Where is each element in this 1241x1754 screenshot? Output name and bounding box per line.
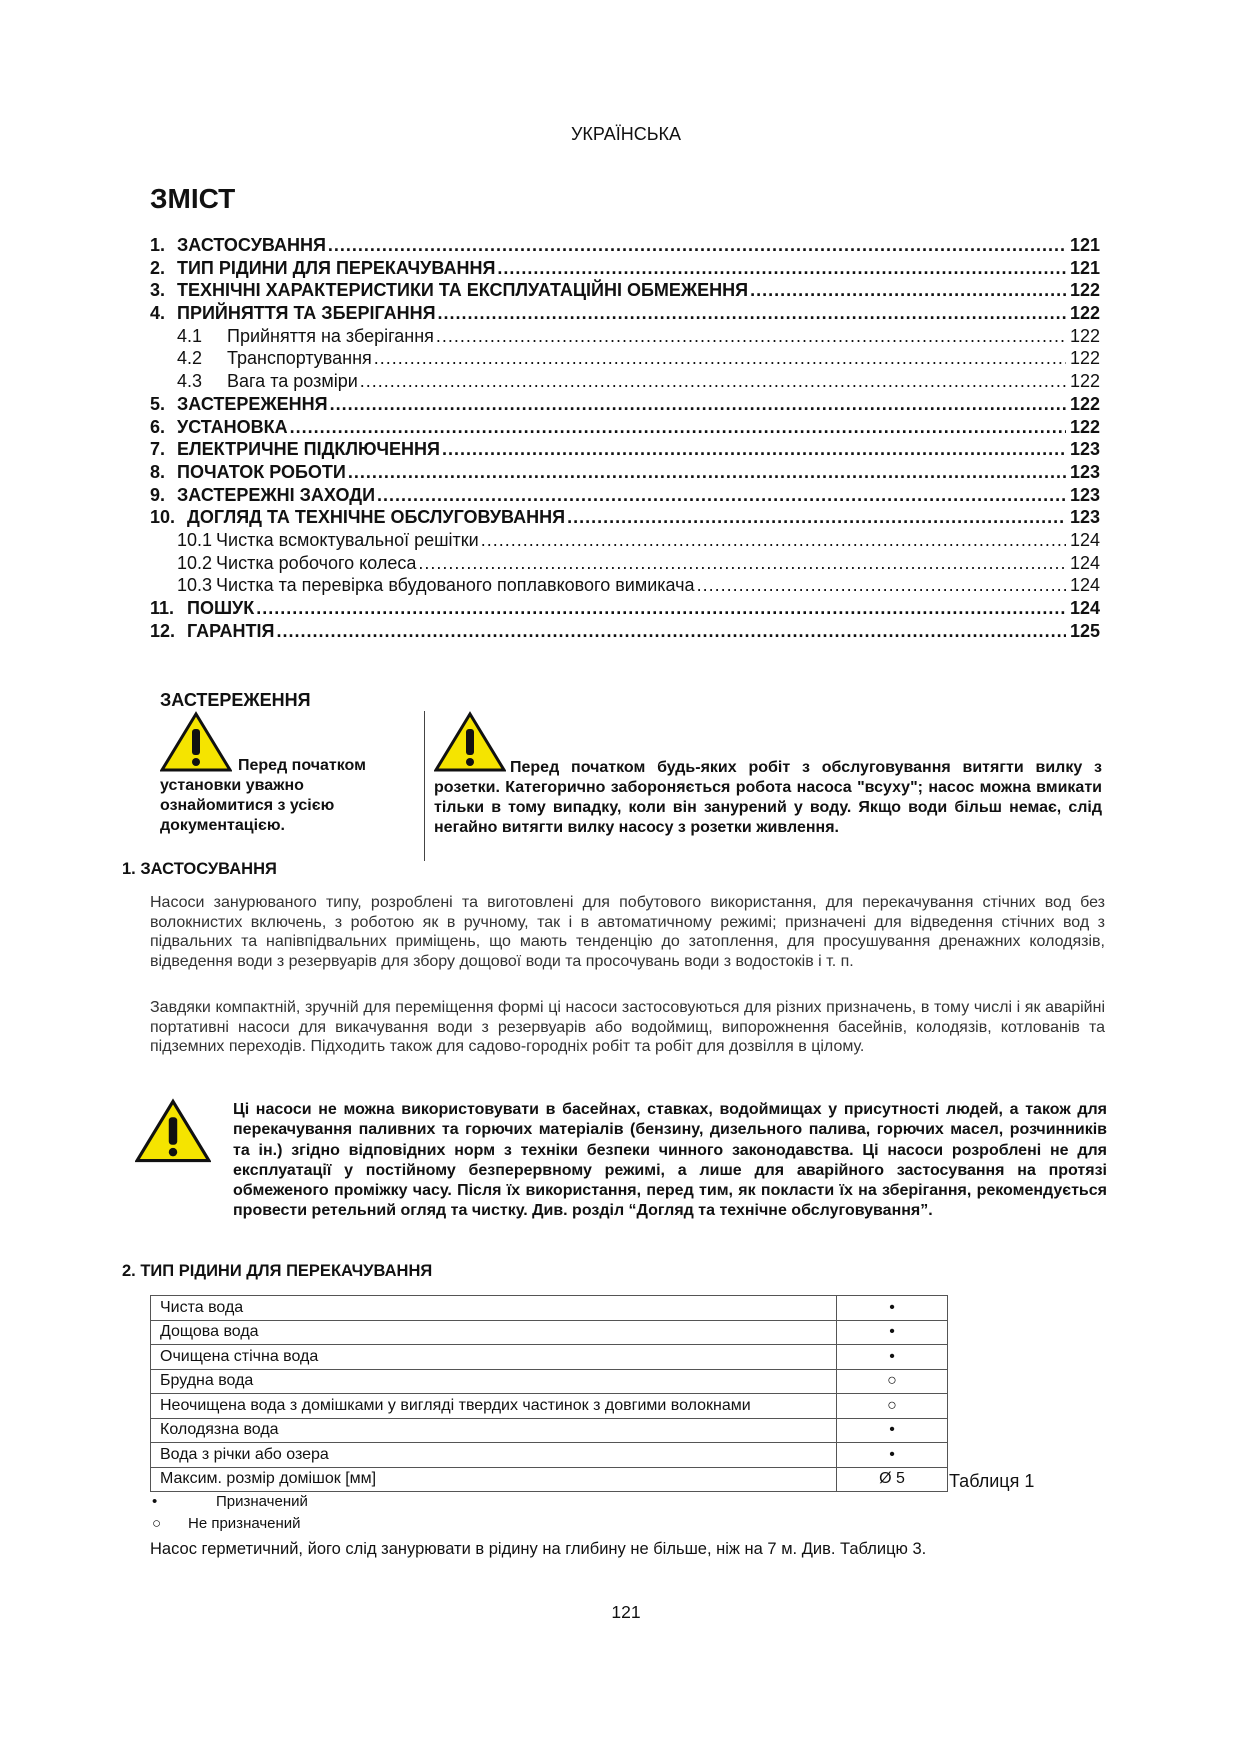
toc-leader-dots [377, 484, 1066, 507]
table-row [151, 1467, 948, 1492]
toc-item-label: УСТАНОВКА [177, 416, 288, 437]
warnings-heading: ЗАСТЕРЕЖЕННЯ [160, 690, 311, 710]
toc-leader-dots [481, 529, 1066, 552]
toc-leader-dots [360, 370, 1066, 393]
toc-item-number: 4. [150, 303, 166, 324]
suitability-mark: • [837, 1345, 948, 1370]
toc-item-number: 5. [150, 393, 166, 414]
toc-item-label: Чистка робочого колеса [216, 552, 417, 573]
toc-item[interactable] [150, 234, 1100, 257]
toc-item[interactable] [150, 461, 1100, 484]
table-row [151, 1345, 948, 1370]
toc-item-number: 4.3 [177, 371, 203, 392]
column-divider [424, 711, 425, 861]
toc-item-page: 123 [1069, 461, 1100, 482]
toc-item[interactable] [150, 325, 1100, 348]
section-2-heading: 2. ТИП РІДИНИ ДЛЯ ПЕРЕКАЧУВАННЯ [122, 1262, 433, 1280]
toc-item-page: 124 [1069, 598, 1100, 618]
toc-item-number: 1. [150, 235, 166, 255]
toc-item[interactable] [150, 257, 1100, 280]
toc-item-label: ТЕХНІЧНІ ХАРАКТЕРИСТИКИ ТА ЕКСПЛУАТАЦІЙНІ ОБМЕЖЕННЯ [177, 280, 749, 301]
toc-item-label: Чистка та перевірка вбудованого поплавкового вимикача [216, 575, 695, 596]
toc-item-number: 2. [150, 257, 166, 278]
toc-leader-dots [276, 620, 1066, 643]
suitability-mark: • [837, 1320, 948, 1345]
toc-leader-dots [497, 257, 1066, 280]
toc-item-number: 4.2 [177, 348, 203, 369]
toc-leader-dots [697, 574, 1066, 597]
toc-item[interactable] [150, 438, 1100, 461]
toc-item-page: 124 [1069, 575, 1100, 596]
toc-item[interactable] [150, 370, 1100, 393]
toc-item-label: Транспортування [227, 348, 372, 369]
table-row [151, 1320, 948, 1345]
toc-leader-dots [256, 597, 1066, 620]
toc-item-page: 121 [1069, 257, 1100, 278]
toc-item[interactable] [150, 552, 1100, 575]
page-number: 121 [611, 1602, 641, 1622]
toc-item[interactable] [150, 574, 1100, 597]
toc-item-number: 8. [150, 461, 166, 482]
toc-item-label: ДОГЛЯД ТА ТЕХНІЧНЕ ОБСЛУГОВУВАННЯ [187, 507, 566, 528]
toc-item-page: 121 [1069, 235, 1100, 255]
toc-item-label: ПОШУК [187, 598, 255, 618]
toc-item-page: 125 [1069, 620, 1100, 641]
toc-item-number: 9. [150, 484, 166, 505]
toc-item-number: 11. [150, 598, 175, 618]
section-1-warning: Ці насоси не можна використовувати в басейнах, ставках, водоймищах у присутності людей, а також для перекачування паливних та горючих матеріалів (бензину, дизельного палива, горючих масел, розчинників та ін.) згідно відповідних норм з техніки безпеки чинного законодавства. Ці насоси розроблені не для експлуатації у постійному безперервному режимі, а лише для аварійного застосування на протязі обмеженого проміжку часу. Після їх використання, перед тим, як покласти їх на зберігання, рекомендується провести ретельний огляд та чистку. Див. розділ “Догляд та технічне обслуговування”. [233, 1101, 1107, 1220]
suitability-mark: ○ [837, 1369, 948, 1394]
table-row [151, 1369, 948, 1394]
toc-item[interactable] [150, 620, 1100, 643]
legend-unsuitable: ○ Не призначений [152, 1515, 301, 1532]
toc-leader-dots [348, 461, 1066, 484]
toc-item[interactable] [150, 597, 1100, 620]
table-row [151, 1296, 948, 1321]
warning-left-text: Перед початком установки уважно ознайомитися з усією документацією. [160, 757, 366, 834]
toc-item-number: 12. [150, 620, 176, 641]
liquid-name: Максим. розмір домішок [мм] [151, 1467, 837, 1492]
toc-item-label: ЕЛЕКТРИЧНЕ ПІДКЛЮЧЕННЯ [177, 439, 440, 460]
toc-item[interactable] [150, 279, 1100, 302]
toc-item-page: 122 [1069, 325, 1100, 346]
liquid-name: Чиста вода [151, 1296, 837, 1321]
liquid-name: Неочищена вода з домішками у вигляді твердих частинок з довгими волокнами [151, 1394, 837, 1419]
section-1-paragraph-1: Насоси занурюваного типу, розроблені та виготовлені для побутового використання, для перекачування стічних вод без волокнистих включень, з роботою як в ручному, так і в автоматичному режимі; призначені для відведення стічних вод з підвальних та напівпідвальних приміщень, що мають тенденцію до затоплення, для просушування дренажних колодязів, відведення води з резервуарів для збору дощової води та просочувань води з водостоків і т. п. [150, 894, 1105, 970]
section-1-paragraph-2: Завдяки компактній, зручній для переміщення формі ці насоси застосовуються для різних призначень, в тому числі і як аварійні портативні насоси для викачування води з резервуарів або водоймищ, випорожнення басейнів, колодязів, котлованів та підземних переходів. Підходить також для садово-городніх робіт та робіт для дозвілля в цілому. [150, 999, 1105, 1056]
toc-item-page: 123 [1069, 439, 1100, 460]
toc-item-number: 10.1 [177, 529, 213, 550]
liquid-name: Брудна вода [151, 1369, 837, 1394]
toc-leader-dots [330, 393, 1066, 416]
toc-item-label: ЗАСТЕРЕЖЕННЯ [177, 393, 328, 414]
toc-item-number: 10. [150, 507, 176, 528]
toc-item[interactable] [150, 393, 1100, 416]
toc-item-label: ЗАСТОСУВАННЯ [177, 235, 326, 255]
toc-item-page: 122 [1069, 416, 1100, 437]
toc-item-page: 122 [1069, 348, 1100, 369]
toc-item-number: 3. [150, 280, 166, 301]
table-caption: Таблиця 1 [949, 1471, 1035, 1491]
toc-leader-dots [328, 234, 1066, 257]
toc-item-number: 7. [150, 439, 166, 460]
toc-item[interactable] [150, 529, 1100, 552]
liquid-name: Дощова вода [151, 1320, 837, 1345]
toc-item-page: 123 [1069, 484, 1100, 505]
toc-item-page: 124 [1069, 529, 1100, 550]
table-of-contents [150, 234, 1100, 642]
suitability-mark: ○ [837, 1394, 948, 1419]
toc-item-label: ТИП РІДИНИ ДЛЯ ПЕРЕКАЧУВАННЯ [177, 257, 496, 278]
toc-item-label: Прийняття на зберігання [227, 325, 434, 346]
toc-item-number: 10.3 [177, 575, 213, 596]
toc-leader-dots [442, 438, 1066, 461]
toc-item-number: 4.1 [177, 325, 203, 346]
toc-leader-dots [418, 552, 1066, 575]
language-header: УКРАЇНСЬКА [570, 124, 682, 144]
toc-item-page: 122 [1069, 371, 1100, 392]
toc-leader-dots [750, 279, 1066, 302]
toc-item[interactable] [150, 506, 1100, 529]
liquid-name: Вода з річки або озера [151, 1443, 837, 1468]
toc-item-label: ЗАСТЕРЕЖНІ ЗАХОДИ [177, 484, 375, 505]
warning-right-text: Перед початком будь-яких робіт з обслуговування витягти вилку з розетки. Категорично забороняється робота насоса "всуху"; насос можна вмикати тільки в тому випадку, коли він занурений у воду. Якщо води більш немає, слід негайно витягти вилку насосу з розетки живлення. [434, 759, 1102, 836]
toc-item-label: ПОЧАТОК РОБОТИ [177, 461, 346, 482]
toc-item[interactable] [150, 347, 1100, 370]
suitability-mark: • [837, 1296, 948, 1321]
warning-triangle-icon [135, 1098, 211, 1164]
toc-item[interactable] [150, 302, 1100, 325]
liquid-name: Очищена стічна вода [151, 1345, 837, 1370]
section-1-heading: 1. ЗАСТОСУВАННЯ [122, 860, 277, 878]
table-row [151, 1443, 948, 1468]
suitability-mark: • [837, 1443, 948, 1468]
toc-item-label: Вага та розміри [227, 371, 358, 392]
toc-item-page: 122 [1069, 393, 1100, 414]
toc-leader-dots [436, 325, 1066, 348]
toc-item-page: 122 [1069, 303, 1100, 324]
toc-title: ЗМІСТ [150, 183, 236, 214]
suitability-mark: • [837, 1418, 948, 1443]
toc-item-label: Чистка всмоктувальної решітки [216, 529, 479, 550]
toc-leader-dots [438, 302, 1066, 325]
legend-suitable: • Призначений [152, 1493, 308, 1510]
toc-item[interactable] [150, 416, 1100, 439]
toc-leader-dots [374, 347, 1066, 370]
toc-leader-dots [290, 416, 1066, 439]
toc-item-page: 124 [1069, 552, 1100, 573]
toc-item-number: 6. [150, 416, 166, 437]
toc-item-label: ПРИЙНЯТТЯ ТА ЗБЕРІГАННЯ [177, 303, 436, 324]
liquid-table [150, 1295, 948, 1492]
toc-item-number: 10.2 [177, 552, 213, 573]
toc-item-page: 123 [1069, 507, 1100, 528]
toc-item-page: 122 [1069, 280, 1100, 301]
immersion-note: Насос герметичний, його слід занурювати в рідину на глибину не більше, ніж на 7 м. Див. Таблицю 3. [150, 1540, 927, 1558]
toc-leader-dots [567, 506, 1066, 529]
toc-item-label: ГАРАНТІЯ [187, 620, 275, 641]
toc-item[interactable] [150, 484, 1100, 507]
suitability-mark: Ø 5 [837, 1467, 948, 1492]
liquid-name: Колодязна вода [151, 1418, 837, 1443]
table-row [151, 1394, 948, 1419]
table-row [151, 1418, 948, 1443]
